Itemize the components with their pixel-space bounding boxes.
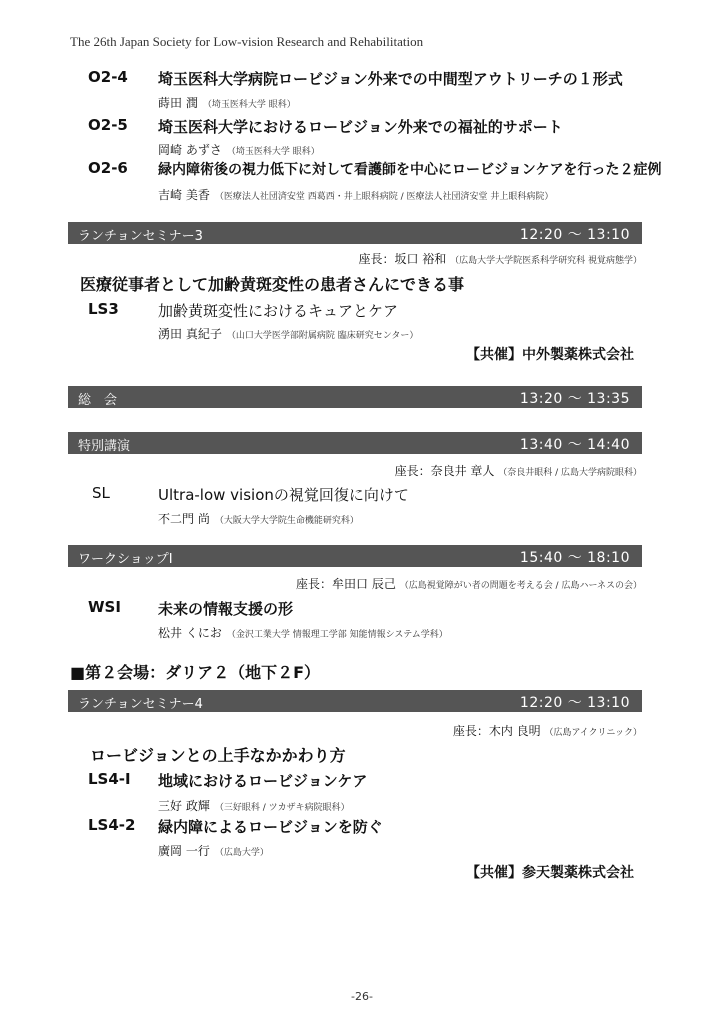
session-code: SL <box>92 484 110 502</box>
talk-title: 未来の情報支援の形 <box>158 600 294 618</box>
speaker-name: 松井 くにお <box>158 626 222 640</box>
talk-title: 加齢黄斑変性におけるキュアとケア <box>158 302 399 320</box>
chair-name: 座長：坂口 裕和 <box>358 252 447 266</box>
chair-affiliation: （広島大学大学院医系科学研究科 視覚病態学） <box>450 256 642 266</box>
session-code: LS3 <box>88 300 119 318</box>
chair-line <box>453 722 642 739</box>
talk-title: 地域におけるロービジョンケア <box>158 772 368 790</box>
sponsor: 【共催】中外製薬株式会社 <box>466 347 634 363</box>
session-label: ランチョンセミナー3 <box>78 229 203 244</box>
chair-line <box>296 575 642 592</box>
speaker-line <box>158 795 350 814</box>
session-time: 12:20 ～ 13:10 <box>519 695 630 711</box>
speaker-line <box>158 184 553 203</box>
speaker-line <box>158 508 359 527</box>
speaker-name: 不二門 尚 <box>158 512 210 526</box>
talk-title: 埼玉医科大学病院ロービジョン外来での中間型アウトリーチの１形式 <box>158 70 623 88</box>
talk-title: 埼玉医科大学におけるロービジョン外来での福祉的サポート <box>158 118 563 136</box>
speaker-line <box>158 840 269 859</box>
session-bar-ls3 <box>68 222 642 244</box>
speaker-line <box>158 92 296 111</box>
speaker-affiliation: （埼玉医科大学 眼科） <box>226 147 320 157</box>
talk-title: 緑内障によるロービジョンを防ぐ <box>158 818 383 836</box>
session-time: 12:20 ～ 13:10 <box>519 227 630 243</box>
session-code: O2-4 <box>88 68 128 86</box>
speaker-line <box>158 139 320 158</box>
chair-name: 座長：奈良井 章人 <box>394 464 495 478</box>
session-label: ワークショップⅠ <box>78 552 173 567</box>
session-bar-special <box>68 432 642 454</box>
chair-affiliation: （奈良井眼科 / 広島大学病院眼科） <box>498 468 642 478</box>
session-time: 13:20 ～ 13:35 <box>519 391 630 407</box>
speaker-affiliation: （山口大学医学部附属病院 臨床研究センター） <box>226 331 419 341</box>
session-label: ランチョンセミナー4 <box>78 697 203 712</box>
speaker-name: 吉崎 美香 <box>158 188 210 202</box>
chair-line <box>395 462 642 479</box>
session-bar-ls4 <box>68 690 642 712</box>
speaker-line <box>158 323 418 342</box>
seminar-theme: ロービジョンとの上手なかかわり方 <box>90 746 346 765</box>
speaker-name: 三好 政輝 <box>158 799 210 813</box>
session-bar-general <box>68 386 642 408</box>
session-code: WSⅠ <box>88 598 121 616</box>
session-code: LS4-Ⅰ <box>88 770 131 788</box>
sponsor: 【共催】参天製薬株式会社 <box>466 865 634 881</box>
session-code: O2-6 <box>88 159 128 177</box>
speaker-affiliation: （三好眼科 / ツカザキ病院眼科） <box>214 803 350 813</box>
chair-affiliation: （広島アイクリニック） <box>544 728 642 738</box>
session-label: 総 会 <box>78 393 118 408</box>
speaker-affiliation: （大阪大学大学院生命機能研究科） <box>214 516 359 526</box>
session-code: O2-5 <box>88 116 128 134</box>
chair-name: 座長：牟田口 辰己 <box>296 577 396 591</box>
seminar-theme: 医療従事者として加齢黄斑変性の患者さんにできる事 <box>80 275 465 294</box>
session-label: 特別講演 <box>78 439 131 454</box>
session-bar-workshop <box>68 545 642 567</box>
speaker-affiliation: （金沢工業大学 情報理工学部 知能情報システム学科） <box>226 630 448 640</box>
speaker-name: 廣岡 一行 <box>158 844 210 858</box>
speaker-affiliation: （医療法人社団済安堂 西葛西・井上眼科病院 / 医療法人社団済安堂 井上眼科病院） <box>214 192 554 202</box>
session-time: 15:40 ～ 18:10 <box>519 550 630 566</box>
chair-line <box>358 250 642 267</box>
speaker-name: 岡崎 あずさ <box>158 143 222 157</box>
speaker-name: 湧田 真紀子 <box>158 327 222 341</box>
page-number: -26- <box>351 990 373 1003</box>
session-code: LS4-2 <box>88 816 136 834</box>
speaker-affiliation: （埼玉医科大学 眼科） <box>202 100 296 110</box>
venue-heading: ■第２会場：ダリア２（地下２F） <box>70 663 321 682</box>
chair-affiliation: （広島視覚障がい者の問題を考える会 / 広島ハーネスの会） <box>399 581 642 591</box>
chair-name: 座長：木内 良明 <box>452 724 541 738</box>
talk-title: Ultra-low visionの視覚回復に向けて <box>158 486 409 504</box>
speaker-line <box>158 622 448 641</box>
speaker-name: 蒔田 潤 <box>158 96 198 110</box>
page-header: The 26th Japan Society for Low-vision Research and Rehabilitation <box>70 34 424 49</box>
speaker-affiliation: （広島大学） <box>214 848 269 858</box>
talk-title: 緑内障術後の視力低下に対して看護師を中心にロービジョンケアを行った２症例 <box>158 162 662 178</box>
session-time: 13:40 ～ 14:40 <box>519 437 630 453</box>
